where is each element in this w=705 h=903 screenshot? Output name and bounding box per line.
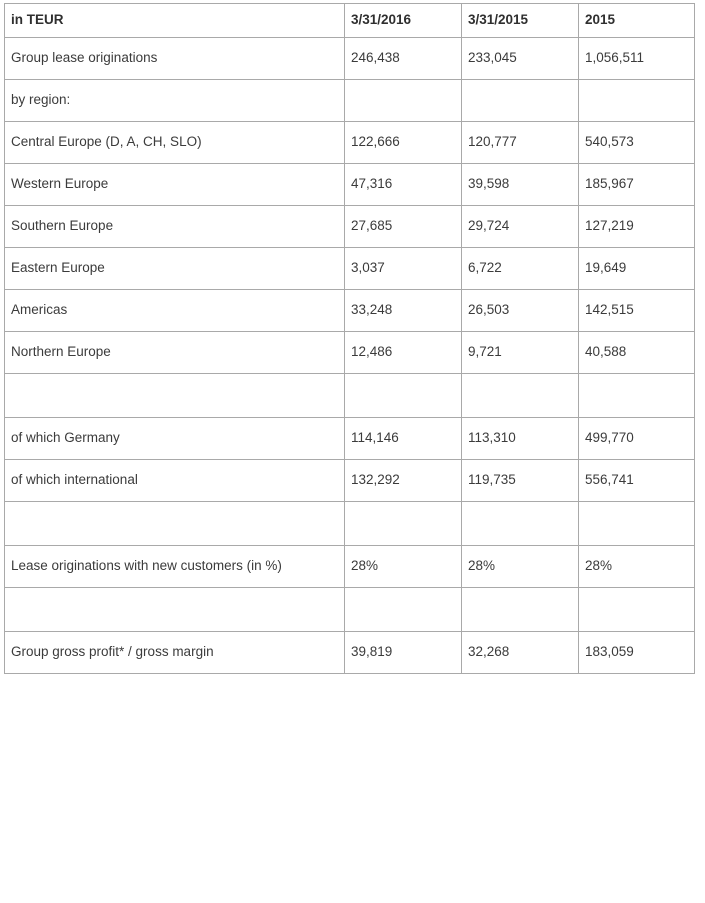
row-value-1: 47,316 <box>345 164 462 206</box>
table-row <box>5 632 695 674</box>
row-value-2: 9,721 <box>462 332 579 374</box>
document-page <box>0 3 705 903</box>
row-value-2: 26,503 <box>462 290 579 332</box>
row-value-1: 246,438 <box>345 38 462 80</box>
table-row <box>5 248 695 290</box>
row-value-3: 142,515 <box>579 290 695 332</box>
row-label: Group gross profit* / gross margin <box>5 632 345 674</box>
table-row <box>5 80 695 122</box>
row-value-3: 540,573 <box>579 122 695 164</box>
row-label <box>5 502 345 546</box>
row-value-1 <box>345 502 462 546</box>
row-value-3: 1,056,511 <box>579 38 695 80</box>
row-value-3: 185,967 <box>579 164 695 206</box>
row-value-3: 183,059 <box>579 632 695 674</box>
row-value-3: 28% <box>579 546 695 588</box>
row-value-1: 28% <box>345 546 462 588</box>
row-value-3: 40,588 <box>579 332 695 374</box>
column-header-period-2: 3/31/2015 <box>462 4 579 38</box>
column-header-label: in TEUR <box>5 4 345 38</box>
row-label: Western Europe <box>5 164 345 206</box>
row-value-1 <box>345 374 462 418</box>
column-header-period-1: 3/31/2016 <box>345 4 462 38</box>
row-value-2: 6,722 <box>462 248 579 290</box>
column-header-period-3: 2015 <box>579 4 695 38</box>
table-row-spacer <box>5 502 695 546</box>
row-value-2: 119,735 <box>462 460 579 502</box>
table-header-row <box>5 4 695 38</box>
row-label: by region: <box>5 80 345 122</box>
financial-table <box>4 3 695 674</box>
table-row <box>5 38 695 80</box>
row-label: of which international <box>5 460 345 502</box>
row-value-1: 33,248 <box>345 290 462 332</box>
row-value-2 <box>462 374 579 418</box>
row-value-1: 122,666 <box>345 122 462 164</box>
row-label <box>5 374 345 418</box>
row-value-2: 233,045 <box>462 38 579 80</box>
row-value-3 <box>579 374 695 418</box>
row-value-2: 29,724 <box>462 206 579 248</box>
row-value-1: 39,819 <box>345 632 462 674</box>
row-value-3 <box>579 502 695 546</box>
row-value-1: 3,037 <box>345 248 462 290</box>
row-value-1: 27,685 <box>345 206 462 248</box>
row-value-3: 127,219 <box>579 206 695 248</box>
row-value-3 <box>579 80 695 122</box>
table-row <box>5 418 695 460</box>
row-value-2 <box>462 588 579 632</box>
table-row <box>5 206 695 248</box>
table-row-spacer <box>5 588 695 632</box>
row-value-1 <box>345 588 462 632</box>
row-value-1: 114,146 <box>345 418 462 460</box>
row-value-3: 556,741 <box>579 460 695 502</box>
row-value-3: 19,649 <box>579 248 695 290</box>
row-label <box>5 588 345 632</box>
row-value-3: 499,770 <box>579 418 695 460</box>
row-value-2: 32,268 <box>462 632 579 674</box>
row-label: Southern Europe <box>5 206 345 248</box>
row-label: Central Europe (D, A, CH, SLO) <box>5 122 345 164</box>
table-row <box>5 164 695 206</box>
row-value-1 <box>345 80 462 122</box>
row-value-2: 120,777 <box>462 122 579 164</box>
row-value-1: 12,486 <box>345 332 462 374</box>
row-label: Lease originations with new customers (in %) <box>5 546 345 588</box>
table-row <box>5 290 695 332</box>
row-value-2: 28% <box>462 546 579 588</box>
table-row <box>5 460 695 502</box>
row-value-3 <box>579 588 695 632</box>
row-value-2: 113,310 <box>462 418 579 460</box>
row-value-2 <box>462 502 579 546</box>
row-value-2 <box>462 80 579 122</box>
row-value-2: 39,598 <box>462 164 579 206</box>
row-label: Group lease originations <box>5 38 345 80</box>
table-body <box>5 38 695 674</box>
table-row <box>5 332 695 374</box>
table-header <box>5 4 695 38</box>
row-label: Eastern Europe <box>5 248 345 290</box>
row-label: Americas <box>5 290 345 332</box>
row-value-1: 132,292 <box>345 460 462 502</box>
table-row-spacer <box>5 374 695 418</box>
table-row <box>5 122 695 164</box>
table-row <box>5 546 695 588</box>
row-label: Northern Europe <box>5 332 345 374</box>
row-label: of which Germany <box>5 418 345 460</box>
